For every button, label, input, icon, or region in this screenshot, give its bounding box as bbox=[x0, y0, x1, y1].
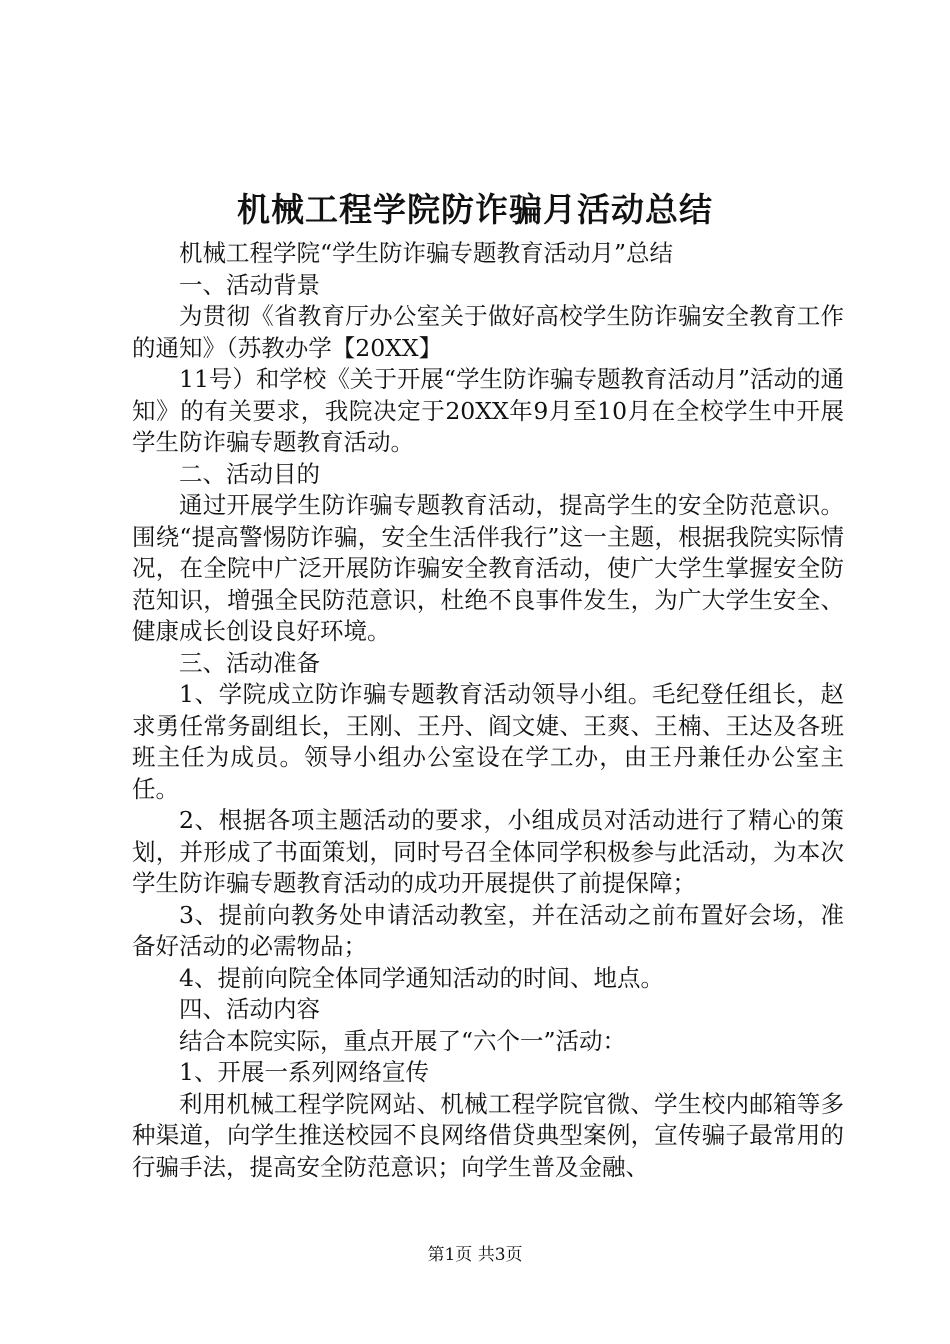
document-body bbox=[132, 238, 844, 1183]
paragraph: 通过开展学生防诈骗专题教育活动，提高学生的安全防范意识。围绕“提高警惕防诈骗，安全生活伴我行”这一主题，根据我院实际情况，在全院中广泛开展防诈骗安全教育活动，使广大学生掌握安全防范知识，增强全民防范意识，杜绝不良事件发生，为广大学生安全、健康成长创设良好环境。 bbox=[132, 491, 844, 645]
document-title: 机械工程学院防诈骗月活动总结 bbox=[237, 190, 713, 229]
paragraph: 为贯彻《省教育厅办公室关于做好高校学生防诈骗安全教育工作的通知》（苏教办学【20XX】 bbox=[132, 302, 844, 362]
page-footer: 第1页 共3页 bbox=[427, 1245, 523, 1265]
subsection-heading: 1、开展一系列网络宣传 bbox=[179, 1058, 429, 1086]
section-heading-preparation: 三、活动准备 bbox=[179, 648, 320, 677]
paragraph: 2、根据各项主题活动的要求，小组成员对活动进行了精心的策划，并形成了书面策划，同时号召全体同学积极参与此活动，为本次学生防诈骗专题教育活动的成功开展提供了前提保障； bbox=[132, 806, 844, 897]
paragraph: 利用机械工程学院网站、机械工程学院官微、学生校内邮箱等多种渠道，向学生推送校园不良网络借贷典型案例，宣传骗子最常用的行骗手法，提高安全防范意识；向学生普及金融、 bbox=[132, 1089, 844, 1181]
paragraph: 4、提前向院全体同学通知活动的时间、地点。 bbox=[179, 963, 664, 992]
paragraph: 1、学院成立防诈骗专题教育活动领导小组。毛纪登任组长，赵求勇任常务副组长，王刚、王丹、阎文婕、王爽、王楠、王达及各班班主任为成员。领导小组办公室设在学工办，由王丹兼任办公室主任。 bbox=[132, 680, 844, 803]
section-heading-background: 一、活动背景 bbox=[179, 270, 320, 299]
section-heading-purpose: 二、活动目的 bbox=[179, 459, 320, 488]
paragraph: 3、提前向教务处申请活动教室，并在活动之前布置好会场，准备好活动的必需物品； bbox=[132, 900, 844, 960]
section-heading-content: 四、活动内容 bbox=[179, 995, 320, 1023]
paragraph-subtitle: 机械工程学院“学生防诈骗专题教育活动月”总结 bbox=[179, 239, 674, 267]
paragraph: 11号）和学校《关于开展“学生防诈骗专题教育活动月”活动的通知》的有关要求，我院决定于20XX年9月至10月在全校学生中开展学生防诈骗专题教育活动。 bbox=[132, 365, 844, 456]
paragraph: 结合本院实际，重点开展了“六个一”活动： bbox=[179, 1026, 627, 1055]
